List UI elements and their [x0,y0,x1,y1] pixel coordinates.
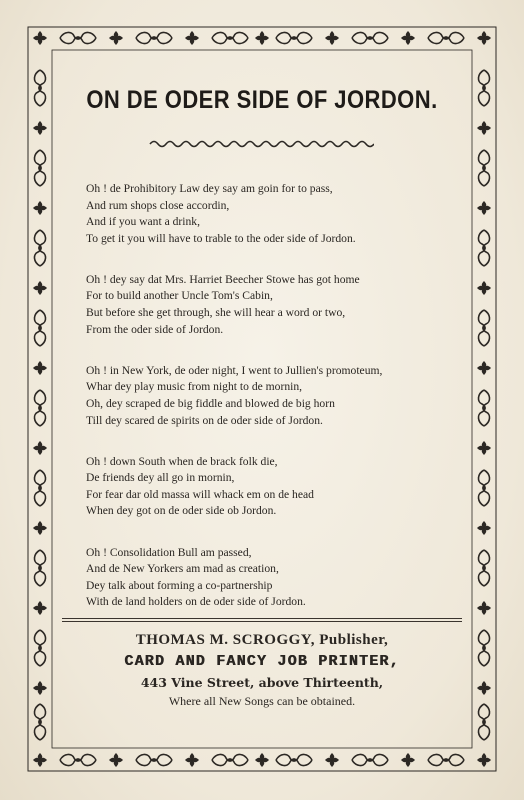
lyric-line: Oh ! down South when de brack folk die, [86,454,278,468]
stanza [86,545,466,611]
lyric-line: With de land holders on de oder side of Jordon. [86,595,306,609]
lyric-line: Oh ! de Prohibitory Law dey say am goin for to pass, [86,182,333,195]
stanza [86,272,466,338]
lyric-line: And if you want a drink, [86,215,200,229]
footer-rule-bottom [62,621,462,622]
footer-rule-top [62,618,462,619]
lyric-line: From the oder side of Jordon. [86,322,224,336]
song-title: ON DE ODER SIDE OF JORDON. [86,86,438,114]
stanza [86,181,466,247]
publisher-footer [60,630,464,710]
publisher-note: Where all New Songs can be obtained. [168,694,356,708]
lyric-line: Till dey scared de spirits on de oder side of Jordon. [86,413,323,427]
lyric-line: To get it you will have to trable to the oder side of Jordon. [86,231,356,245]
lyric-line: Oh ! dey say dat Mrs. Harriet Beecher Stowe has got home [86,272,360,286]
lyric-line: Oh, dey scraped de big fiddle and blowed de big horn [86,396,335,410]
lyric-line: For to build another Uncle Tom's Cabin, [86,289,273,303]
lyric-line: And de New Yorkers am mad as creation, [86,562,279,576]
lyric-line: Oh ! Consolidation Bull am passed, [86,545,252,559]
stanza [86,363,466,429]
song-lyrics [86,181,466,635]
publisher-name: THOMAS M. SCROGGY, Publisher, [135,632,389,648]
lyric-line: Whar dey play music from night to de mornin, [86,380,303,394]
lyric-line: Dey talk about forming a co-partnership [86,578,273,592]
lyric-line: De friends dey all go in mornin, [86,471,235,485]
lyric-line: When dey got on de oder side ob Jordon. [86,504,277,518]
stanza [86,454,466,520]
lyric-line: Oh ! in New York, de oder night, I went to Jullien's promoteum, [86,363,383,377]
lyric-line: And rum shops close accordin, [86,198,230,212]
lyric-line: But before she get through, she will hear a word or two, [86,306,346,320]
printer-line: CARD AND FANCY JOB PRINTER, [124,653,400,670]
publisher-address: 443 Vine Street, above Thirteenth, [140,675,384,690]
wavy-divider [148,138,374,150]
lyric-line: For fear dar old massa will whack em on de head [86,487,314,501]
